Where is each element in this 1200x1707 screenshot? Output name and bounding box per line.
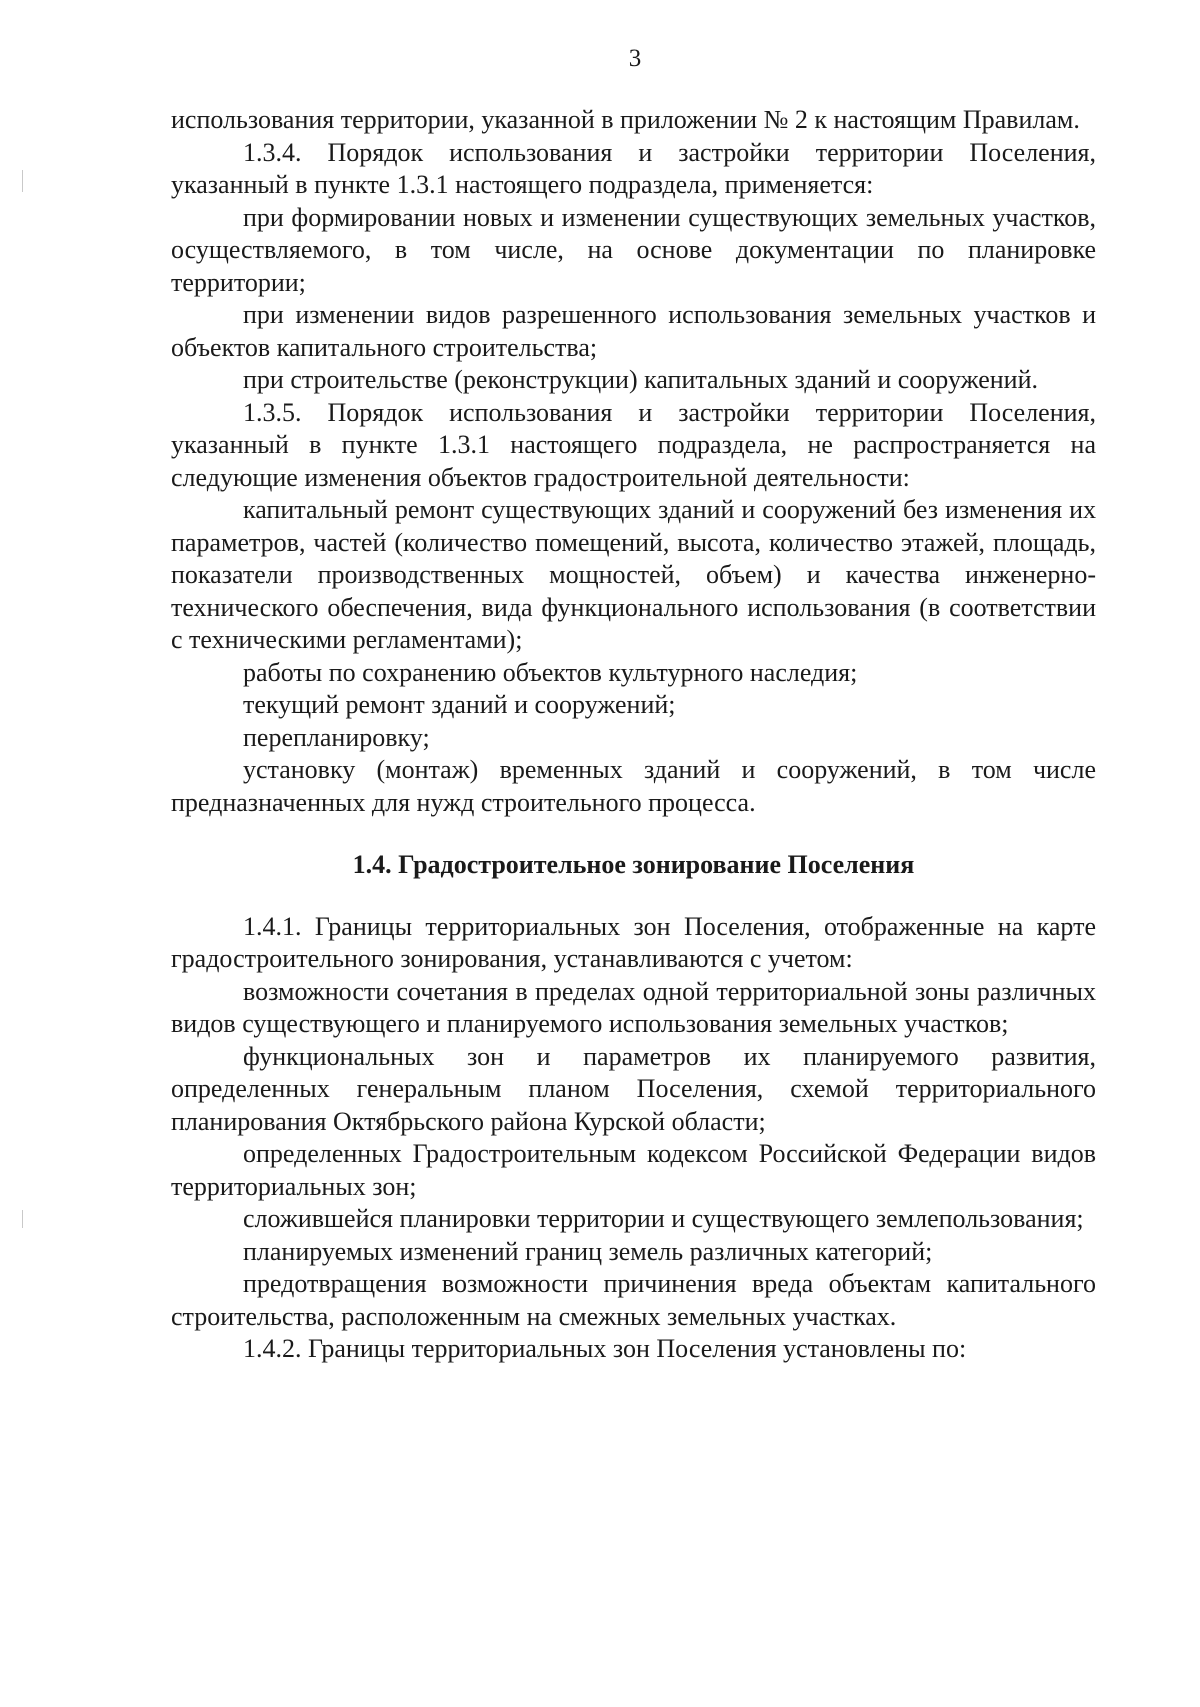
paragraph: определенных Градостроительным кодексом Российской Федерации видов территориальных зон; bbox=[171, 1139, 1096, 1201]
paragraph: текущий ремонт зданий и сооружений; bbox=[243, 690, 676, 719]
paragraph: использования территории, указанной в приложении № 2 к настоящим Правилам. bbox=[171, 105, 1080, 134]
paragraph: сложившейся планировки территории и существующего землепользования; bbox=[243, 1204, 1084, 1233]
paragraph: предотвращения возможности причинения вреда объектам капитального строительства, расположенным на смежных земельных участках. bbox=[171, 1269, 1096, 1331]
scan-edge-mark bbox=[22, 1210, 23, 1228]
scan-edge-mark bbox=[22, 170, 23, 192]
paragraph: возможности сочетания в пределах одной территориальной зоны различных видов существующего и планируемого использования земельных участков; bbox=[171, 976, 1096, 1038]
paragraph: при строительстве (реконструкции) капитальных зданий и сооружений. bbox=[243, 365, 1039, 394]
paragraph: установку (монтаж) временных зданий и сооружений, в том числе предназначенных для нужд строительного процесса. bbox=[171, 755, 1096, 817]
paragraph: 1.4.2. Границы территориальных зон Поселения установлены по: bbox=[243, 1334, 967, 1363]
paragraph: перепланировку; bbox=[243, 722, 430, 752]
section-heading: 1.4. Градостроительное зонирование Поселения bbox=[352, 850, 915, 879]
paragraph: 1.4.1. Границы территориальных зон Поселения, отображенные на карте градостроительного зонирования, устанавливаются с учетом: bbox=[171, 911, 1096, 973]
paragraph: 1.3.4. Порядок использования и застройки территории Поселения, указанный в пункте 1.3.1 настоящего подраздела, применяется: bbox=[171, 137, 1096, 199]
document-body bbox=[171, 104, 1096, 1366]
paragraph: планируемых изменений границ земель различных категорий; bbox=[243, 1236, 933, 1266]
spacer bbox=[171, 882, 1096, 911]
paragraph: функциональных зон и параметров их планируемого развития, определенных генеральным планом Поселения, схемой территориального планирования Октябрьского района Курской области; bbox=[171, 1041, 1096, 1136]
page-number: 3 bbox=[628, 45, 642, 72]
paragraph: при изменении видов разрешенного использования земельных участков и объектов капитального строительства; bbox=[171, 300, 1096, 362]
paragraph: капитальный ремонт существующих зданий и сооружений без изменения их параметров, частей (количество помещений, высота, количество этажей, площадь, показатели производственных мощностей, объем) и качества инженерно-технического обеспечения, вида функционального использования (в соответствии с техническими регламентами); bbox=[171, 495, 1096, 654]
paragraph: 1.3.5. Порядок использования и застройки территории Поселения, указанный в пункте 1.3.1 настоящего подраздела, не распространяется на следующие изменения объектов градостроительной деятельности: bbox=[171, 397, 1096, 492]
spacer bbox=[171, 819, 1096, 849]
paragraph: работы по сохранению объектов культурного наследия; bbox=[243, 657, 858, 687]
paragraph: при формировании новых и изменении существующих земельных участков, осуществляемого, в том числе, на основе документации по планировке территории; bbox=[171, 202, 1096, 297]
